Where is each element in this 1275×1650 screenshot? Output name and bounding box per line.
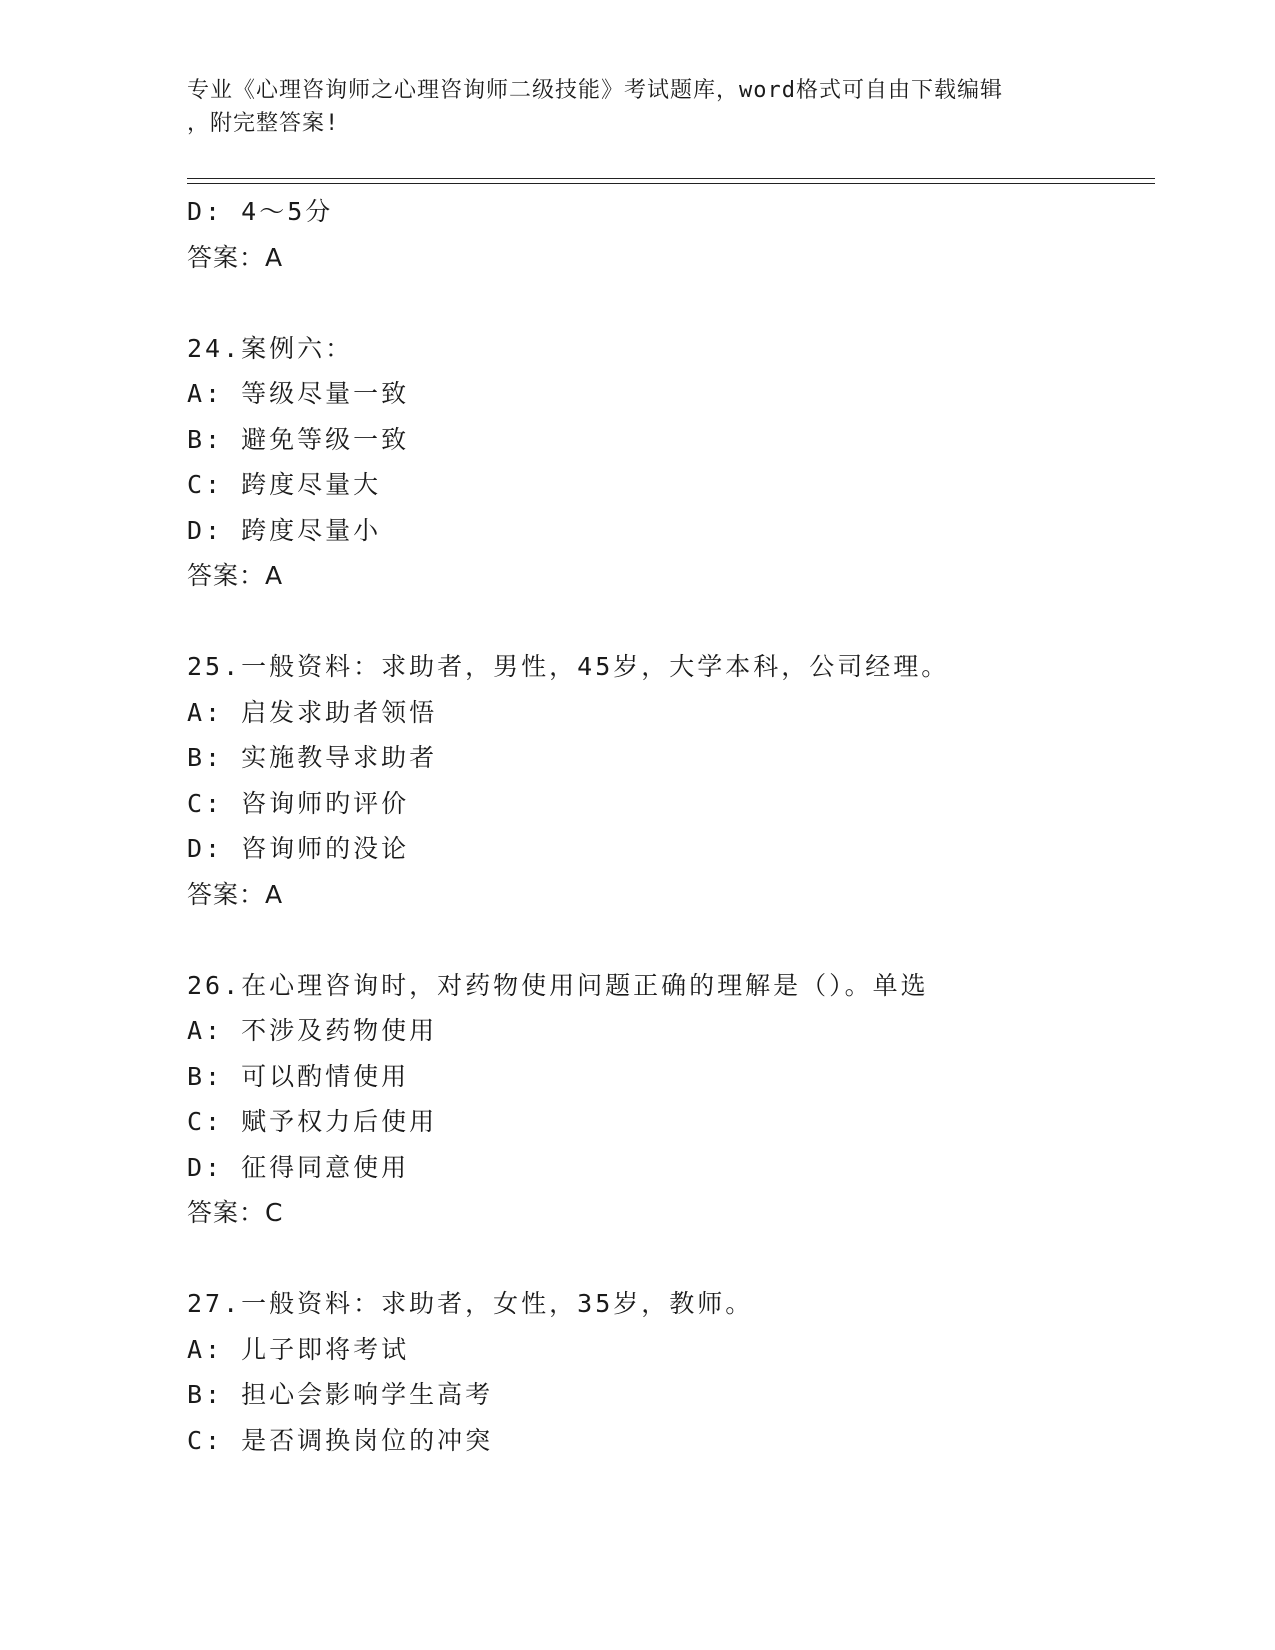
answer-line: 答案：C <box>187 1198 284 1227</box>
spacer <box>187 599 1155 645</box>
question-list <box>187 189 1155 1463</box>
option-c: C: 是否调换岗位的冲突 <box>187 1425 494 1455</box>
option-b: B: 避免等级一致 <box>187 424 410 454</box>
answer-line: 答案：A <box>187 879 284 909</box>
option-a: A: 等级尽量一致 <box>187 379 410 408</box>
header-title-continuation: ，附完整答案! <box>187 111 340 136</box>
option-c: C: 跨度尽量大 <box>187 470 382 499</box>
option-b: B: 可以酌情使用 <box>187 1061 410 1091</box>
option-d: D: 咨询师的没论 <box>187 834 410 863</box>
option-b: B: 担心会影响学生高考 <box>187 1380 494 1409</box>
header-title-line: 专业《心理咨询师之心理咨询师二级技能》考试题库，word格式可自由下载编辑 <box>187 78 1003 103</box>
option-c: C: 赋予权力后使用 <box>187 1107 438 1136</box>
option-c: C: 咨询师旳评价 <box>187 788 410 818</box>
question-title: 26.在心理咨询时，对药物使用问题正确的理解是（）。单选 <box>187 970 929 1000</box>
option-d: D: 征得同意使用 <box>187 1152 410 1182</box>
question-26 <box>187 963 1155 1236</box>
spacer <box>187 280 1155 326</box>
question-title: 24.案例六： <box>187 333 354 363</box>
option-d: D: 跨度尽量小 <box>187 515 382 545</box>
spacer <box>187 1236 1155 1282</box>
question-title: 25.一般资料：求助者，男性，45岁，大学本科，公司经理。 <box>187 652 950 681</box>
document-header <box>187 74 1087 140</box>
question-title: 27.一般资料：求助者，女性，35岁，教师。 <box>187 1289 754 1318</box>
header-divider-bottom <box>187 183 1155 184</box>
question-24 <box>187 326 1155 599</box>
question-27 <box>187 1281 1155 1463</box>
option-a: A: 儿子即将考试 <box>187 1334 410 1364</box>
option-b: B: 实施教导求助者 <box>187 743 438 772</box>
option-a: A: 不涉及药物使用 <box>187 1016 438 1045</box>
header-divider-top <box>187 178 1155 179</box>
option-a: A: 启发求助者领悟 <box>187 697 438 727</box>
answer-line: 答案：A <box>187 242 284 272</box>
spacer <box>187 917 1155 963</box>
option-d: D: 4～5分 <box>187 197 334 226</box>
answer-line: 答案：A <box>187 561 284 590</box>
question-25 <box>187 644 1155 917</box>
